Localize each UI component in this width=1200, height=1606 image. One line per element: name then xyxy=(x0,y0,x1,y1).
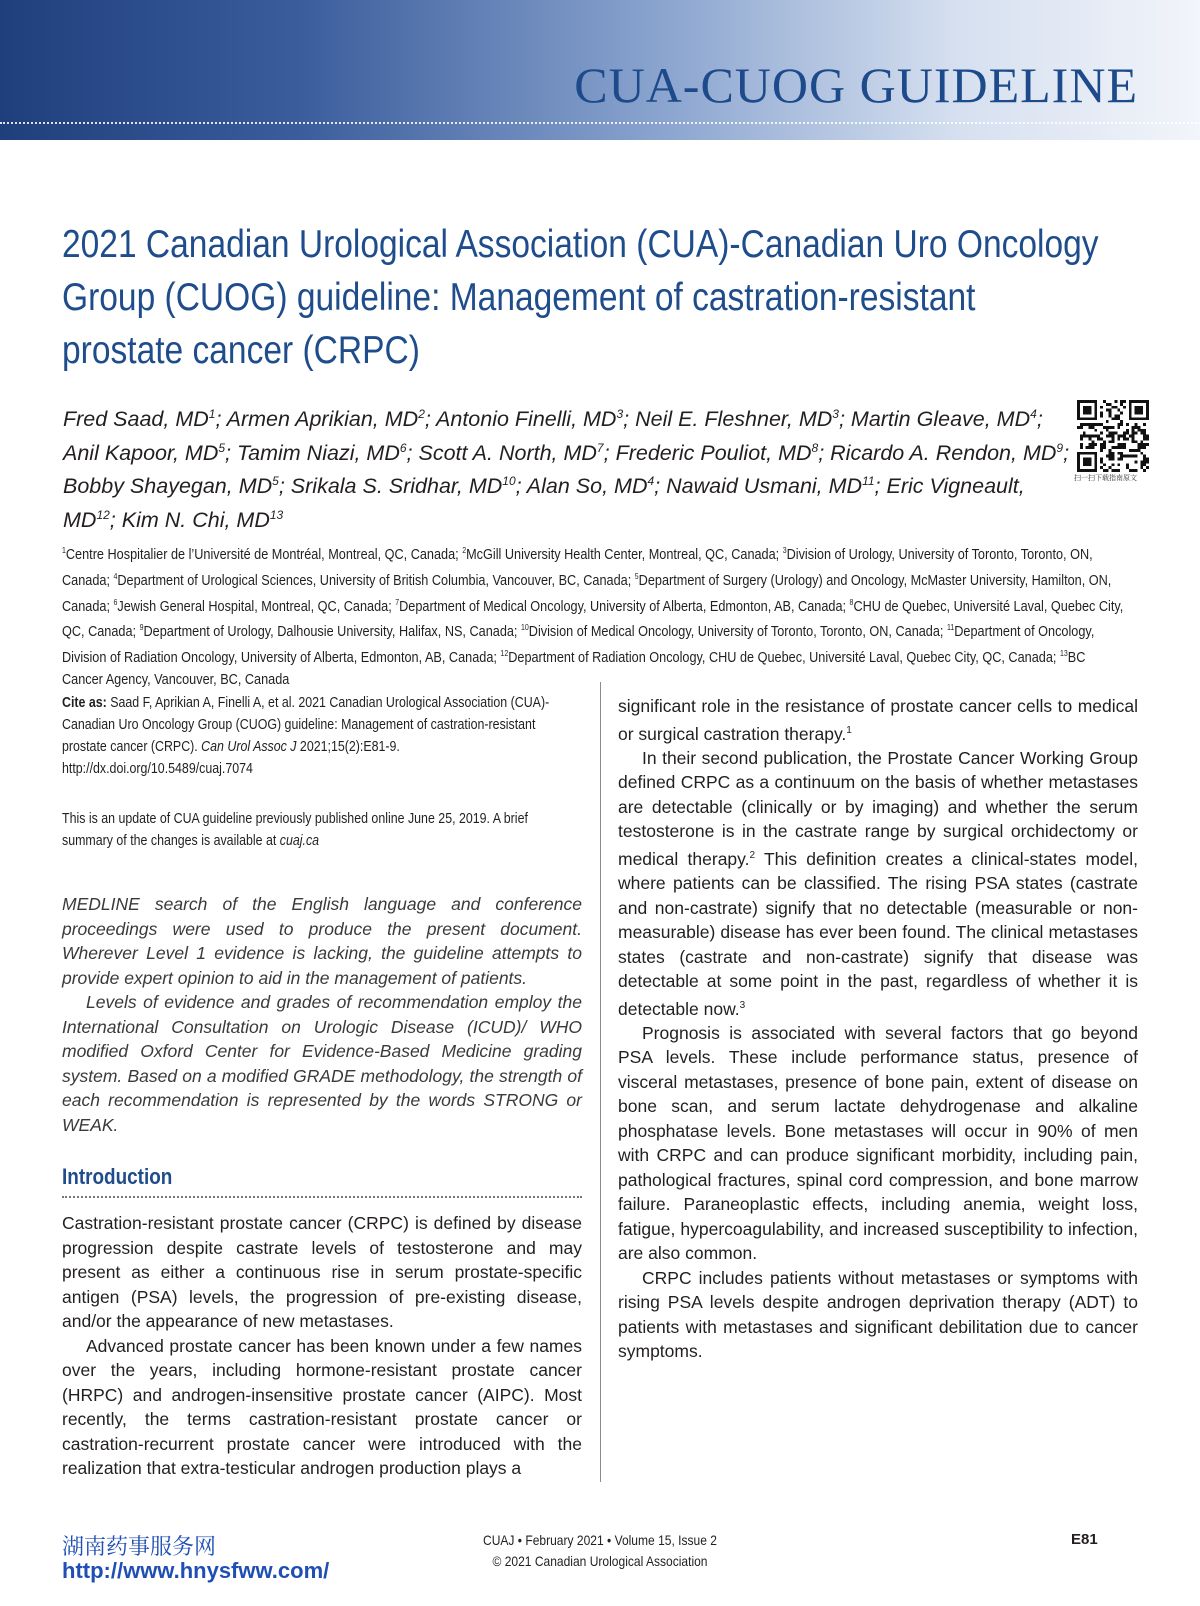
affiliation-text: Department of Oncology, Division of Radiation Oncology, University of Alberta, Edmonton, AB, Canada; xyxy=(62,624,1095,667)
citation-journal: Can Urol Assoc J xyxy=(201,739,297,755)
affiliations xyxy=(62,540,1130,691)
body-right-column xyxy=(618,694,1138,1364)
author-affiliation-mark: 13 xyxy=(269,507,284,522)
affiliation-text: Department of Surgery (Urology) and Oncology, McMaster University, Hamilton, ON, Canada; xyxy=(62,572,1112,615)
section-dotted-rule xyxy=(62,1196,582,1198)
affiliation-text: Department of Urology, Dalhousie University, Halifax, NS, Canada; xyxy=(143,624,521,641)
affiliation-number: 5 xyxy=(634,571,639,581)
author-affiliation-mark: 6 xyxy=(399,440,407,455)
body-paragraph xyxy=(618,694,1138,746)
author-name: Fred Saad, MD xyxy=(63,407,209,432)
citation-text: Saad F, Aprikian A, Finelli A, et al. 2021 Canadian Urological Association (CUA)-Canadian Uro Oncology Group (CUOG) guideline: Management of castration-resistant prostate cancer (CRPC). xyxy=(62,695,550,755)
author-affiliation-mark: 11 xyxy=(862,474,875,489)
author-name: Neil E. Fleshner, MD xyxy=(635,407,833,432)
column-divider xyxy=(600,682,601,1482)
author-affiliation-mark: 4 xyxy=(1030,407,1037,421)
watermark-name: 湖南药事服务网 xyxy=(62,1534,217,1559)
citation-label: Cite as: xyxy=(62,695,107,711)
author-name: Kim N. Chi, MD xyxy=(121,508,270,533)
author-affiliation-mark: 7 xyxy=(596,440,604,455)
affiliation-text: Department of Medical Oncology, University of Alberta, Edmonton, AB, Canada; xyxy=(399,598,850,615)
paragraph-text: significant role in the resistance of prostate cancer cells to medical or surgical castration therapy. xyxy=(618,696,1138,744)
affiliation-text: McGill University Health Center, Montreal, QC, Canada; xyxy=(466,546,783,563)
author-affiliation-mark: 5 xyxy=(272,474,279,489)
author-name: Scott A. North, MD xyxy=(418,440,597,465)
affiliation-number: 2 xyxy=(462,546,467,555)
author-affiliation-mark: 1 xyxy=(208,407,216,421)
article-title xyxy=(62,218,1146,377)
reference-mark[interactable]: 1 xyxy=(846,724,852,736)
body-paragraph: Advanced prostate cancer has been known under a few names over the years, including hormone-resistant prostate cancer (HRPC) and androgen-insensitive prostate cancer (AIPC). Most recently, the terms castration-resistant prostate cancer or castration-recurrent prostate cancer were introduced with the realization that extra-testicular androgen production plays a xyxy=(62,1335,582,1478)
author-name: Armen Aprikian, MD xyxy=(226,407,419,432)
author-affiliation-mark: 8 xyxy=(811,440,819,455)
qr-code-icon[interactable] xyxy=(1077,400,1149,472)
author-name: Antonio Finelli, MD xyxy=(436,407,617,432)
reference-mark[interactable]: 3 xyxy=(739,999,746,1011)
affiliation-number: 3 xyxy=(782,546,787,555)
qr-caption: 扫一扫下载指南原文 xyxy=(1074,475,1137,482)
author-name: Martin Gleave, MD xyxy=(850,407,1031,432)
body-paragraph: Castration-resistant prostate cancer (CRPC) is defined by disease progression despite castrate levels of testosterone and may present as either a continuous rise in serum prostate-specific antigen (PSA) levels, the progression of pre-existing disease, and/or the appearance of new metastases. xyxy=(62,1213,582,1331)
author-name: Anil Kapoor, MD xyxy=(63,440,219,465)
author-name: Alan So, MD xyxy=(526,474,648,499)
author-affiliation-mark: 5 xyxy=(218,440,226,455)
abstract-paragraph: MEDLINE search of the English language and conference proceedings were used to produce the present document. Wherever Level 1 evidence is lacking, the guideline attempts to provide expert opinion to aid in the management of patients. xyxy=(62,894,582,988)
affiliation-number: 6 xyxy=(113,597,118,607)
update-note xyxy=(62,808,575,852)
footer-journal: CUAJ • February 2021 • Volume 15, Issue 2 xyxy=(483,1532,717,1548)
affiliation-text: CHU de Quebec, Université Laval, Quebec City, QC, Canada; xyxy=(62,598,1124,641)
abstract xyxy=(62,892,582,1137)
author-name: Frederic Pouliot, MD xyxy=(615,440,812,465)
paragraph-text: This definition creates a clinical-states model, where patients can be classified. The rising PSA states (castrate and non-castrate) signify that no detectable (measurable or non-measurable) disease has ever been found. The clinical metastases states (castrate and non-castrate) signify that disease was detectable at some point in the past, regardless of whether it is detectable now. xyxy=(618,848,1138,1019)
body-paragraph: Prognosis is associated with several factors that go beyond PSA levels. These include performance status, presence of visceral metastases, presence of bone pain, extent of disease on bone scan, and serum lactate dehydrogenase and alkaline phosphatase levels. Bone metastases will occur in 90% of men with CRPC and can produce significant morbidity, including pain, pathological fractures, spinal cord compression, and bone marrow failure. Paraneoplastic effects, including anemia, weight loss, fatigue, hypercoagulability, and increased susceptibility to infection, are also common. xyxy=(618,1022,1138,1264)
affiliation-number: 9 xyxy=(139,623,144,633)
author-name: Ricardo A. Rendon, MD xyxy=(830,440,1057,465)
author-name: Nawaid Usmani, MD xyxy=(666,474,863,499)
affiliation-number: 1 xyxy=(62,546,66,555)
page-number: E81 xyxy=(1071,1531,1098,1548)
author-affiliation-mark: 2 xyxy=(418,407,425,421)
affiliation-number: 13 xyxy=(1059,649,1068,659)
author-name: Bobby Shayegan, MD xyxy=(63,474,273,499)
footer-copyright: © 2021 Canadian Urological Association xyxy=(492,1553,708,1569)
title-line: prostate cancer (CRPC) xyxy=(62,329,420,372)
reference-mark[interactable]: 2 xyxy=(749,849,756,861)
section-heading-introduction: Introduction xyxy=(62,1164,173,1189)
header-banner xyxy=(0,0,1200,140)
affiliation-number: 4 xyxy=(113,571,118,581)
affiliation-text: Centre Hospitalier de l’Université de Montréal, Montreal, QC, Canada; xyxy=(65,546,463,563)
update-note-text: This is an update of CUA guideline previously published online June 25, 2019. A brief summary of the changes is available at xyxy=(62,811,528,849)
body-paragraph xyxy=(618,746,1138,1021)
affiliation-number: 8 xyxy=(849,597,854,607)
body-left-column xyxy=(62,1211,582,1481)
affiliation-number: 11 xyxy=(946,623,955,633)
affiliation-text: Department of Urological Sciences, University of British Columbia, Vancouver, BC, Canada; xyxy=(117,572,635,589)
author-name: Srikala S. Sridhar, MD xyxy=(290,474,503,499)
affiliation-text: BC Cancer Agency, Vancouver, BC, Canada xyxy=(62,650,1086,689)
title-line: Group (CUOG) guideline: Management of castration-resistant xyxy=(62,276,976,319)
author-name: Tamim Niazi, MD xyxy=(237,440,400,465)
author-name: Eric Vigneault, MD xyxy=(63,474,1025,533)
affiliation-text: Jewish General Hospital, Montreal, QC, Canada; xyxy=(117,598,396,615)
affiliation-text: Department of Radiation Oncology, CHU de Quebec, Université Laval, Quebec City, QC, Canada; xyxy=(508,650,1060,667)
affiliation-text: Division of Medical Oncology, University of Toronto, Toronto, ON, Canada; xyxy=(528,624,947,641)
author-affiliation-mark: 4 xyxy=(647,474,655,489)
author-affiliation-mark: 10 xyxy=(502,474,516,489)
abstract-paragraph: Levels of evidence and grades of recommendation employ the International Consultation on Urologic Disease (ICUD)/ WHO modified Oxford Center for Evidence-Based Medicine grading system. Based on a modified GRADE methodology, the strength of each recommendation is represented by the words STRONG or WEAK. xyxy=(62,992,582,1135)
paragraph-text: In their second publication, the Prostate Cancer Working Group defined CRPC as a continuum on the basis of whether metastases are detectable (clinically or by imaging) and whether the serum testosterone is in the castrate range by surgical orchidectomy or medical therapy. xyxy=(618,747,1138,869)
title-line: 2021 Canadian Urological Association (CUA)-Canadian Uro Oncology xyxy=(62,223,1099,266)
section-label: CUA-CUOG GUIDELINE xyxy=(574,57,1138,113)
affiliation-number: 12 xyxy=(500,649,509,659)
author-affiliation-mark: 12 xyxy=(96,507,110,522)
author-affiliation-mark: 3 xyxy=(832,407,839,421)
author-list: Fred Saad, $MD^1$; Armen Aprikian, $MD^2$; Antonio Finelli, $MD^3$; Neil E. Fleshner, $MD^3$; Martin Gleave, $MD^4$; Anil Kapoor, $MD^5$; Tamim Niazi, $MD^6$; Scott A. North, $MD^7$; Frederic Pouliot, $MD^8$; Ricardo A. Rendon, $MD^9$; Bobby Shayegan, $MD^5$; Srikala S. Sridhar, MD$^{10}$; Alan So, $MD^4$; Nawaid Usmani, MD$^{11}$; Eric Vigneault, MD$^{12}$; Kim N. Chi, MD$^{13}$ xyxy=(63,407,1070,533)
citation-doi[interactable]: 2021;15(2):E81-9. http://dx.doi.org/10.5489/cuaj.7074 xyxy=(62,739,400,777)
body-paragraph: CRPC includes patients without metastases or symptoms with rising PSA levels despite androgen deprivation therapy (ADT) to patients with metastases and significant debilitation due to cancer symptoms. xyxy=(618,1267,1138,1362)
author-affiliation-mark: 3 xyxy=(616,407,624,421)
author-affiliation-mark: 9 xyxy=(1056,440,1064,455)
affiliation-text: Division of Urology, University of Toronto, Toronto, ON, Canada; xyxy=(62,546,1093,589)
affiliation-number: 7 xyxy=(395,597,400,607)
banner-dotted-rule xyxy=(0,122,1200,124)
watermark-url[interactable]: http://www.hnysfww.com/ xyxy=(62,1558,330,1583)
update-note-link[interactable]: cuaj.ca xyxy=(279,833,320,849)
citation xyxy=(62,692,575,780)
affiliation-number: 10 xyxy=(520,623,529,633)
